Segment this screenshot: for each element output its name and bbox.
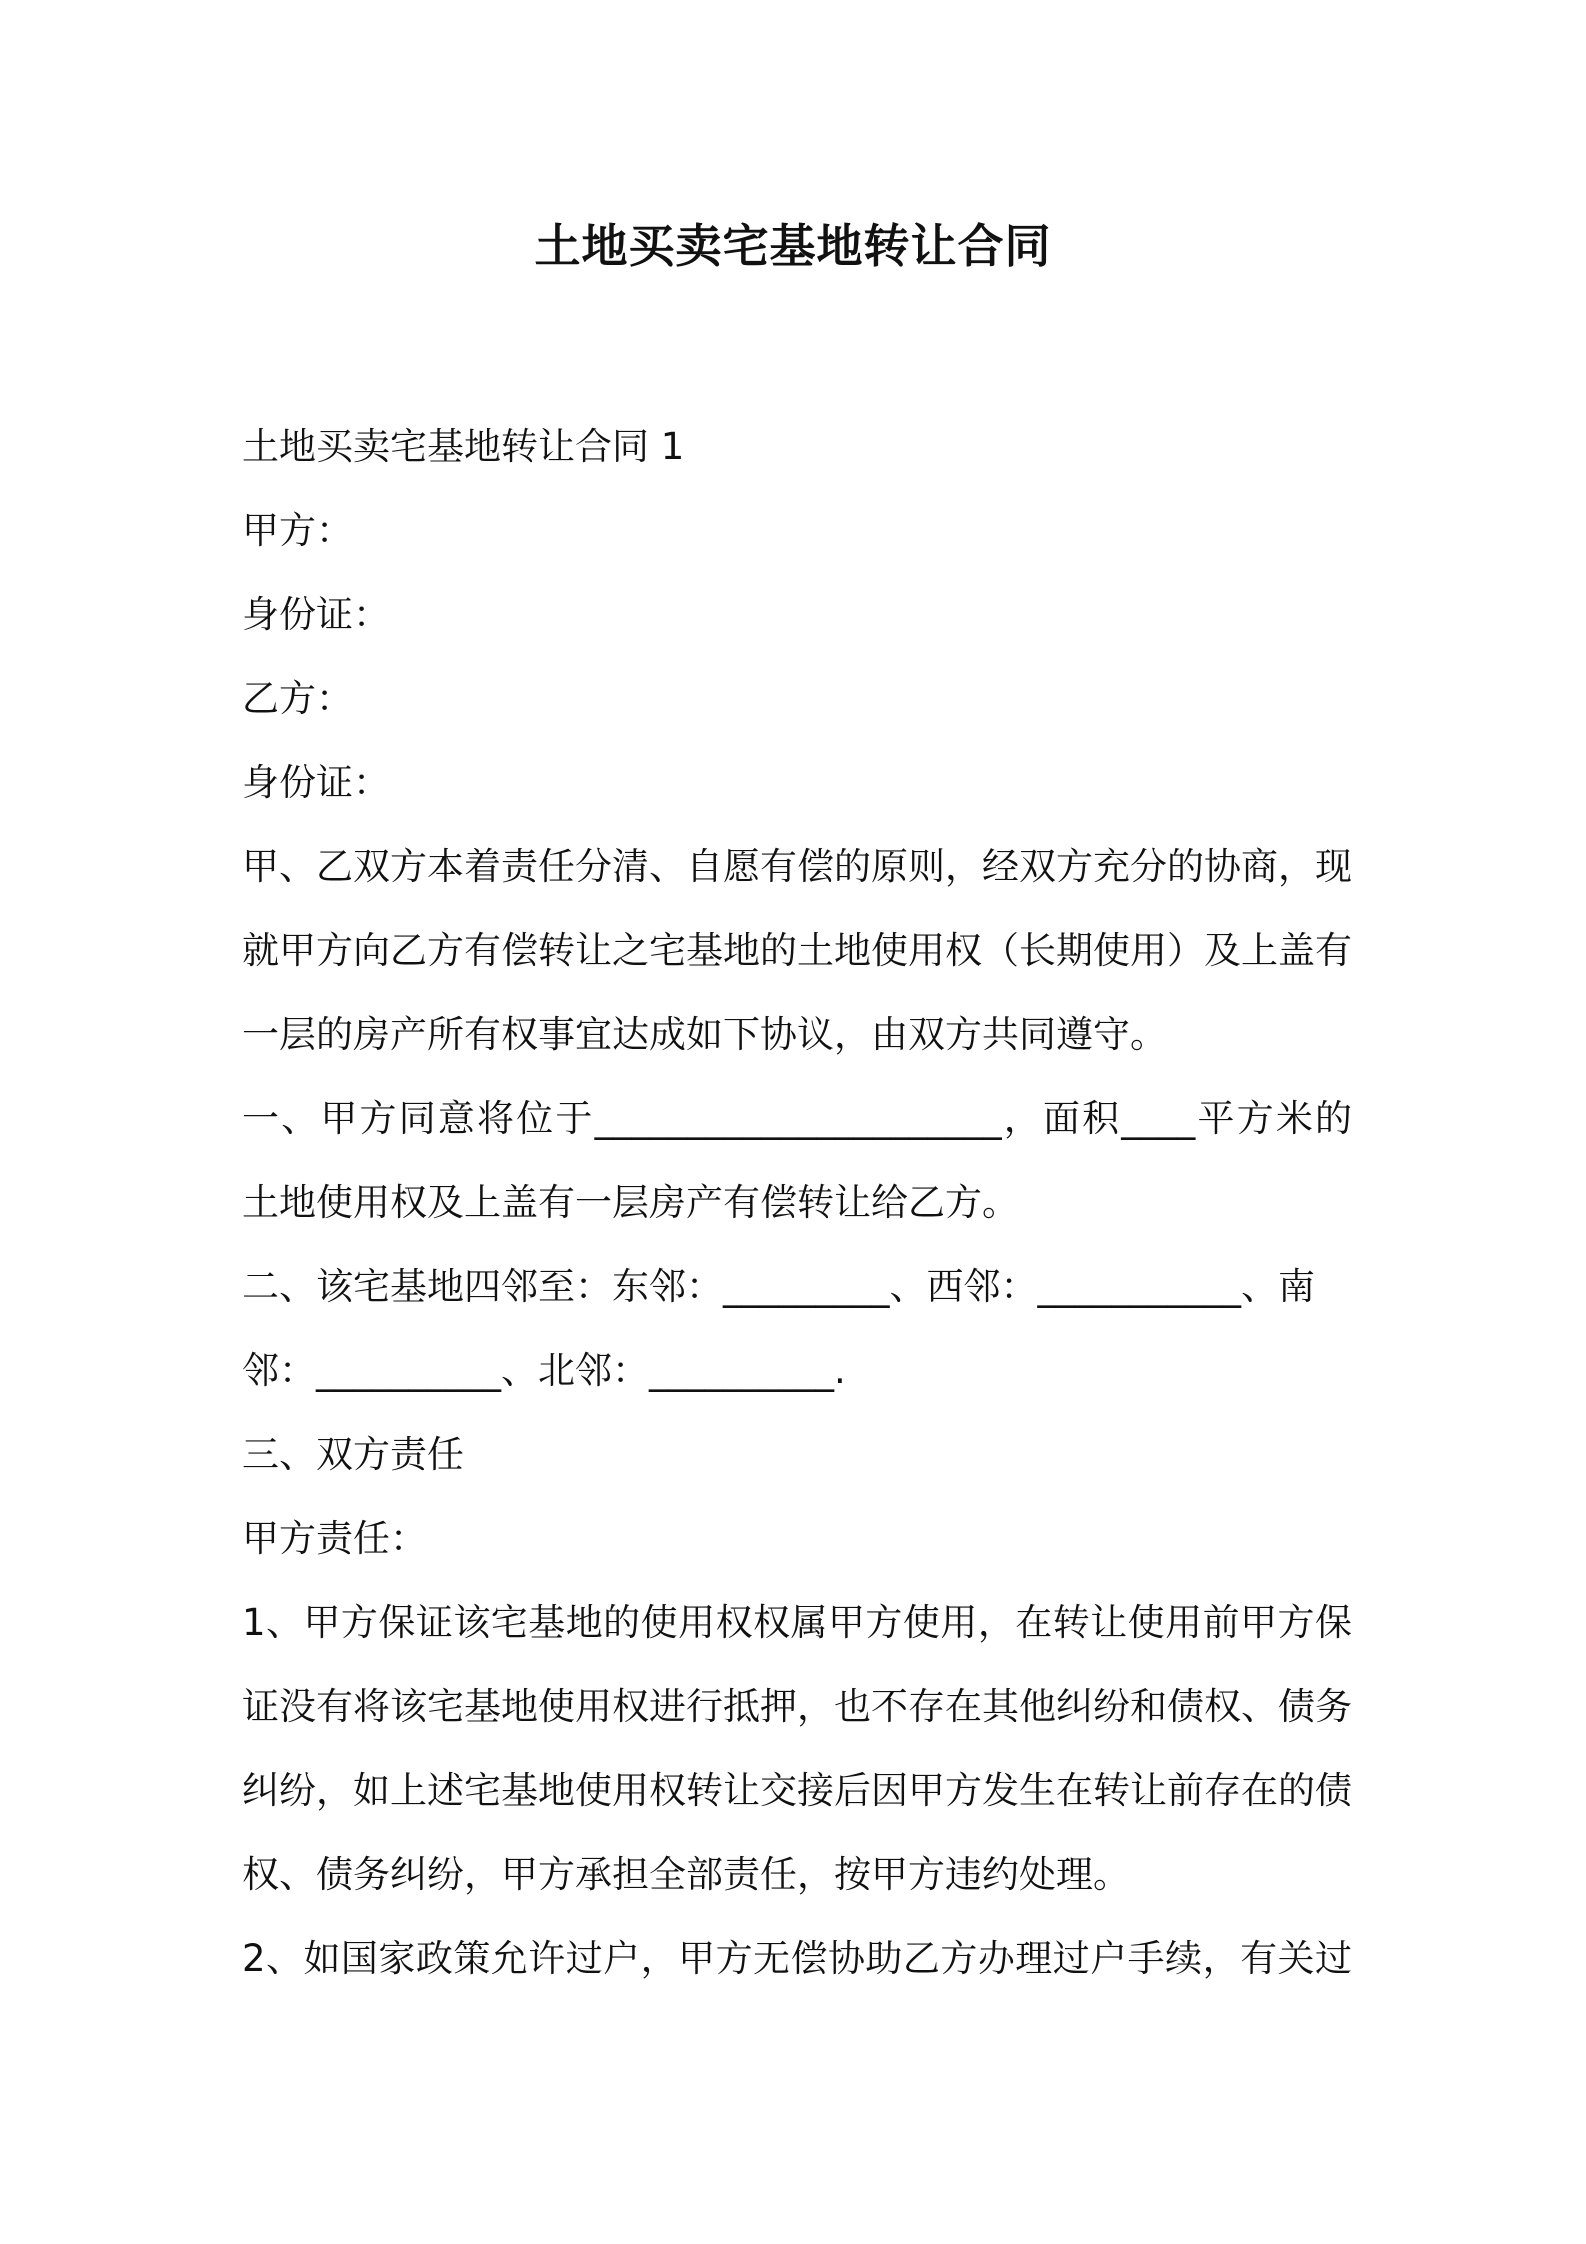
party-a-duties-heading: 甲方责任： <box>242 1517 427 1560</box>
clause-1-line-2: 土地使用权及上盖有一层房产有偿转让给乙方。 <box>242 1181 1019 1224</box>
party-b-id-label: 身份证： <box>242 761 390 804</box>
duty-1-line-3: 纠纷，如上述宅基地使用权转让交接后因甲方发生在转让前存在的债 <box>242 1769 1352 1812</box>
duty-2-line-1: 2、如国家政策允许过户，甲方无偿协助乙方办理过户手续，有关过 <box>242 1937 1352 1980</box>
preamble-line-1: 甲、乙双方本着责任分清、自愿有偿的原则，经双方充分的协商，现 <box>242 845 1352 888</box>
duty-1-line-4: 权、债务纠纷，甲方承担全部责任，按甲方违约处理。 <box>242 1853 1130 1896</box>
party-a-id-label: 身份证： <box>242 593 390 636</box>
section-heading: 土地买卖宅基地转让合同 1 <box>242 425 685 468</box>
clause-1-line-1: 一、甲方同意将位于______________________，面积____平方米的 <box>242 1097 1352 1140</box>
duty-1-line-1: 1、甲方保证该宅基地的使用权权属甲方使用，在转让使用前甲方保 <box>242 1601 1352 1644</box>
clause-2-line-1: 二、该宅基地四邻至：东邻：_________、西邻：___________、南 <box>242 1265 1315 1308</box>
preamble-line-3: 一层的房产所有权事宜达成如下协议，由双方共同遵守。 <box>242 1013 1167 1056</box>
preamble-line-2: 就甲方向乙方有偿转让之宅基地的土地使用权（长期使用）及上盖有 <box>242 929 1352 972</box>
document-title: 土地买卖宅基地转让合同 <box>534 219 1052 273</box>
clause-2-line-2: 邻：__________、北邻：__________. <box>242 1349 846 1392</box>
party-a-label: 甲方： <box>242 509 353 552</box>
document-body <box>242 405 1352 2001</box>
duty-1-line-2: 证没有将该宅基地使用权进行抵押，也不存在其他纠纷和债权、债务 <box>242 1685 1352 1728</box>
party-b-label: 乙方： <box>242 677 353 720</box>
clause-3-heading: 三、双方责任 <box>242 1433 464 1476</box>
